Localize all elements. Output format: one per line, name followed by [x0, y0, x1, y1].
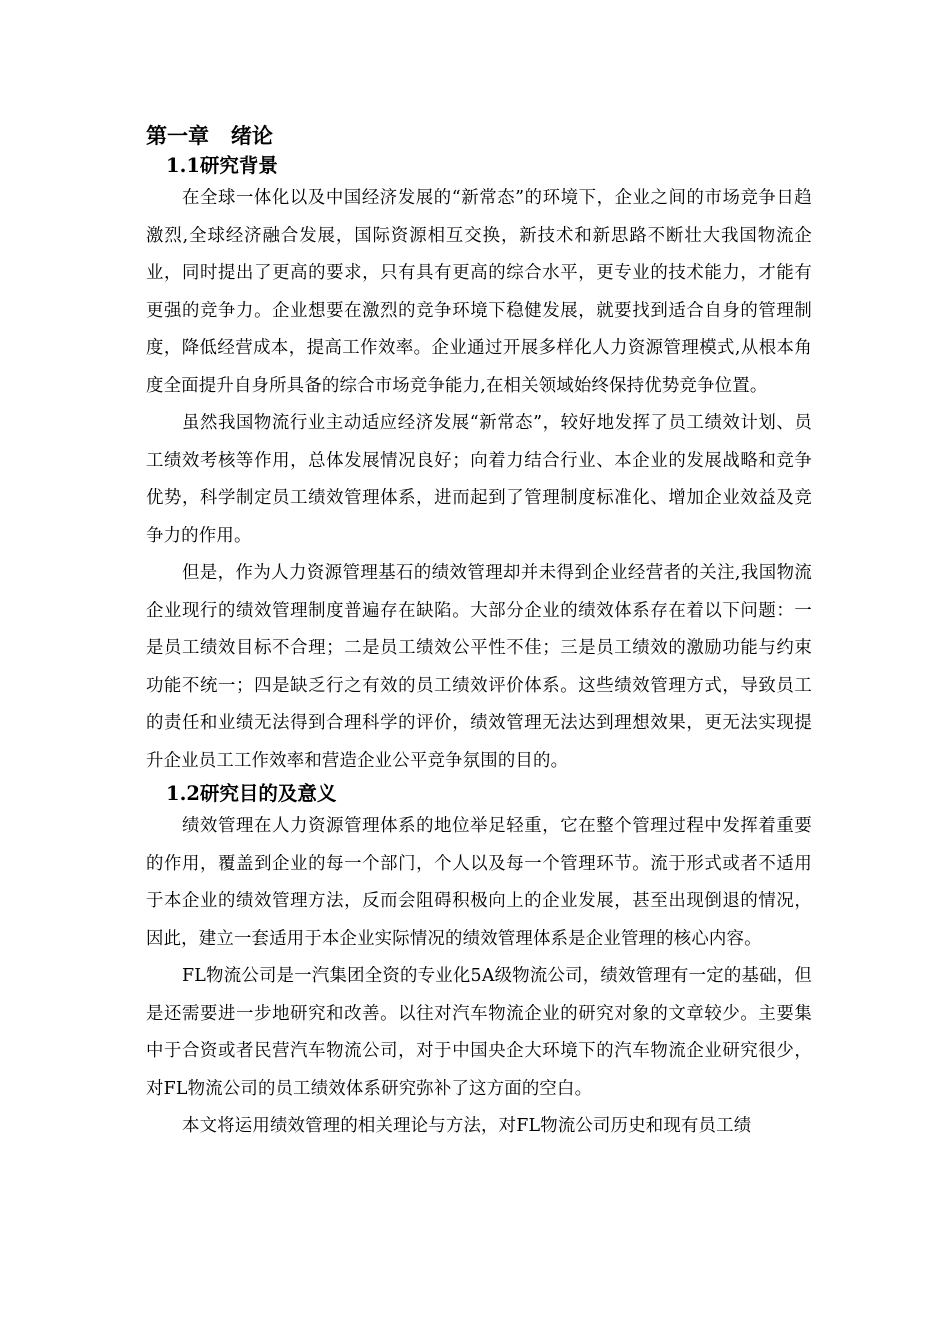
- paragraph: 但是，作为人力资源管理基石的绩效管理却并未得到企业经营者的关注,我国物流企业现行的绩效管理制度普遍存在缺陷。大部分企业的绩效体系存在着以下问题：一是员工绩效目标不合理；二是员工绩效公平性不佳；三是员工绩效的激励功能与约束功能不统一；四是缺乏行之有效的员工绩效评价体系。这些绩效管理方式，导致员工的责任和业绩无法得到合理科学的评价，绩效管理无法达到理想效果，更无法实现提升企业员工工作效率和营造企业公平竞争氛围的目的。: [146, 563, 812, 771]
- paragraph: 绩效管理在人力资源管理体系的地位举足轻重，它在整个管理过程中发挥着重要的作用，覆盖到企业的每一个部门，个人以及每一个管理环节。流于形式或者不适用于本企业的绩效管理方法，反而会阻碍积极向上的企业发展，甚至出现倒退的情况，因此，建立一套适用于本企业实际情况的绩效管理体系是企业管理的核心内容。: [146, 816, 812, 949]
- paragraph: 虽然我国物流行业主动适应经济发展“新常态”，较好地发挥了员工绩效计划、员工绩效考核等作用，总体发展情况良好；向着力结合行业、本企业的发展战略和竞争优势，科学制定员工绩效管理体系，进而起到了管理制度标准化、增加企业效益及竞争力的作用。: [146, 413, 812, 546]
- paragraph: 在全球一体化以及中国经济发展的“新常态”的环境下，企业之间的市场竞争日趋激烈,全球经济融合发展，国际资源相互交换，新技术和新思路不断壮大我国物流企业，同时提出了更高的要求，只有具有更高的综合水平，更专业的技术能力，才能有更强的竞争力。企业想要在激烈的竞争环境下稳健发展，就要找到适合自身的管理制度，降低经营成本，提高工作效率。企业通过开展多样化人力资源管理模式,从根本角度全面提升自身所具备的综合市场竞争能力,在相关领域始终保持优势竞争位置。: [146, 188, 812, 396]
- document-body: [146, 120, 812, 1146]
- chapter-title: 第一章 绪论: [146, 124, 273, 148]
- section-title-purpose: 1.2研究目的及意义: [166, 782, 337, 805]
- paragraph: 本文将运用绩效管理的相关理论与方法，对FL物流公司历史和现有员工绩: [182, 1116, 752, 1136]
- section-title-background: 1.1研究背景: [166, 154, 278, 177]
- paragraph: FL物流公司是一汽集团全资的专业化5A级物流公司，绩效管理有一定的基础，但是还需要进一步地研究和改善。以往对汽车物流企业的研究对象的文章较少。主要集中于合资或者民营汽车物流公司，对于中国央企大环境下的汽车物流企业研究很少，对FL物流公司的员工绩效体系研究弥补了这方面的空白。: [146, 966, 812, 1099]
